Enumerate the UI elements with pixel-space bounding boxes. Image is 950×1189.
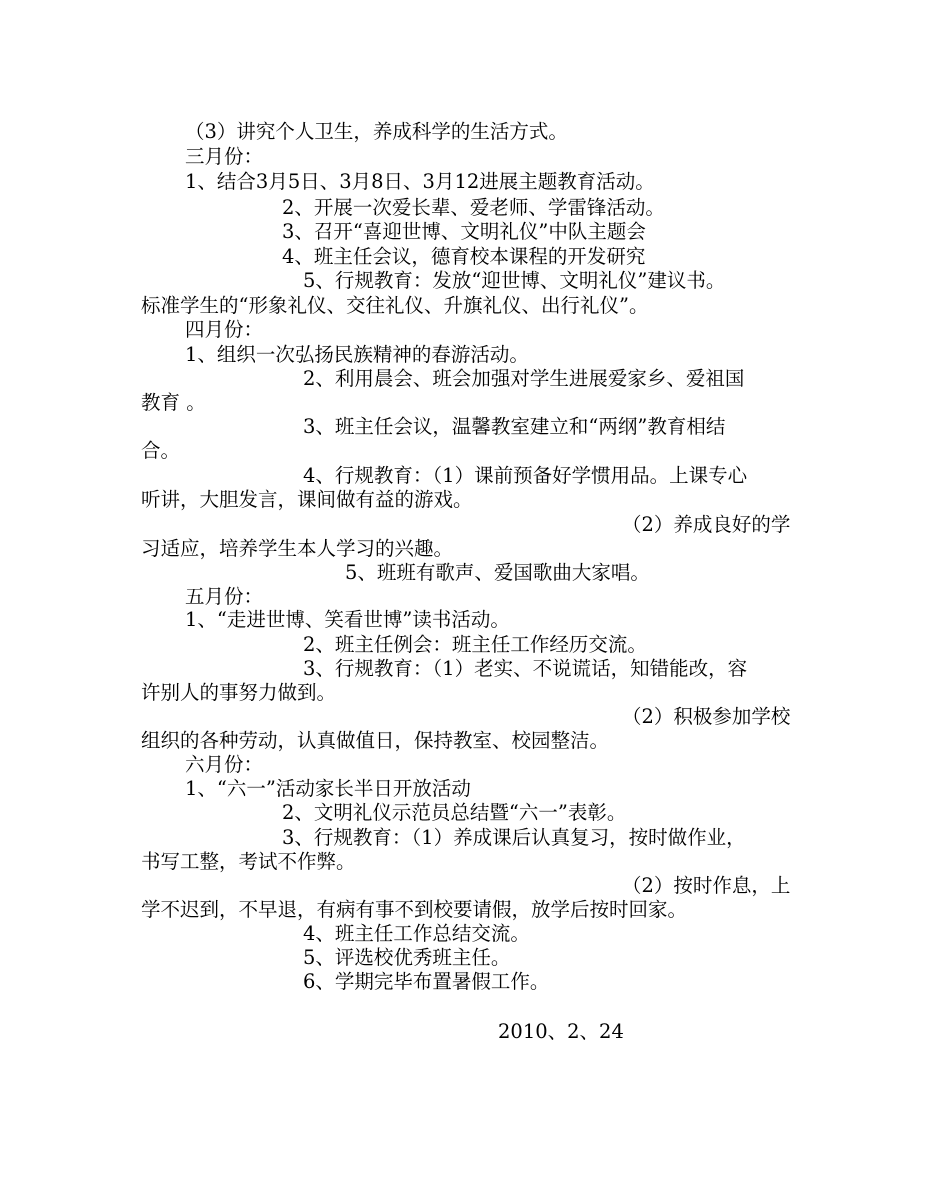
text-line: 1、结合3月5日、3月8日、3月12进展主题教育活动。 <box>185 170 655 193</box>
section-heading-march: 三月份： <box>185 145 264 168</box>
text-line: 3、班主任会议，温馨教室建立和“两纲”教育相结 <box>303 415 726 438</box>
text-line: 1、组织一次弘扬民族精神的春游活动。 <box>185 343 529 366</box>
text-line: （2）养成良好的学 <box>622 513 791 536</box>
section-heading-april: 四月份： <box>185 318 264 341</box>
text-line: 3、行规教育：（1）老实、不说谎话，知错能改，容 <box>303 657 748 680</box>
text-line: 2、开展一次爱长辈、爱老师、学雷锋活动。 <box>282 196 665 219</box>
text-line: 组织的各种劳动，认真做值日，保持教室、校园整洁。 <box>141 729 610 752</box>
text-line: 许别人的事努力做到。 <box>141 681 337 704</box>
section-heading-may: 五月份： <box>185 585 264 608</box>
text-line: 4、班主任会议，德育校本课程的开发研究 <box>282 245 646 268</box>
text-line: 书写工整，考试不作弊。 <box>141 850 356 873</box>
text-line: 4、行规教育：（1）课前预备好学惯用品。上课专心 <box>303 464 748 487</box>
text-line: 3、行规教育：（1）养成课后认真复习，按时做作业， <box>282 826 746 849</box>
text-line: 5、评选校优秀班主任。 <box>303 946 511 969</box>
text-line: （2）按时作息，上 <box>622 874 791 897</box>
text-line: 1、“走进世博、笑看世博”读书活动。 <box>185 608 510 631</box>
text-line: 听讲，大胆发言，课间做有益的游戏。 <box>141 488 473 511</box>
text-line: 1、“六一”活动家长半日开放活动 <box>185 777 471 800</box>
text-line: （2）积极参加学校 <box>622 705 791 728</box>
text-line: 教育 。 <box>141 391 206 414</box>
text-line: 2、文明礼仪示范员总结暨“六一”表彰。 <box>282 801 627 824</box>
text-line: （3）讲究个人卫生，养成科学的生活方式。 <box>185 120 568 143</box>
text-line: 学不迟到，不早退，有病有事不到校要请假，放学后按时回家。 <box>141 898 688 921</box>
document-date: 2010、2、24 <box>498 1020 624 1043</box>
text-line: 合。 <box>141 439 181 462</box>
text-line: 2、利用晨会、班会加强对学生进展爱家乡、爱祖国 <box>303 367 745 390</box>
text-line: 5、行规教育：发放“迎世博、文明礼仪”建议书。 <box>303 269 726 292</box>
text-line: 6、学期完毕布置暑假工作。 <box>303 970 550 993</box>
text-line: 5、班班有歌声、爱国歌曲大家唱。 <box>345 561 650 584</box>
text-line: 2、班主任例会：班主任工作经历交流。 <box>303 633 647 656</box>
text-line: 4、班主任工作总结交流。 <box>303 922 530 945</box>
text-line: 习适应，培养学生本人学习的兴趣。 <box>141 537 454 560</box>
text-line: 标准学生的“形象礼仪、交往礼仪、升旗礼仪、出行礼仪”。 <box>141 294 649 317</box>
text-line: 3、召开“喜迎世博、文明礼仪”中队主题会 <box>282 220 646 243</box>
section-heading-june: 六月份： <box>185 753 264 776</box>
